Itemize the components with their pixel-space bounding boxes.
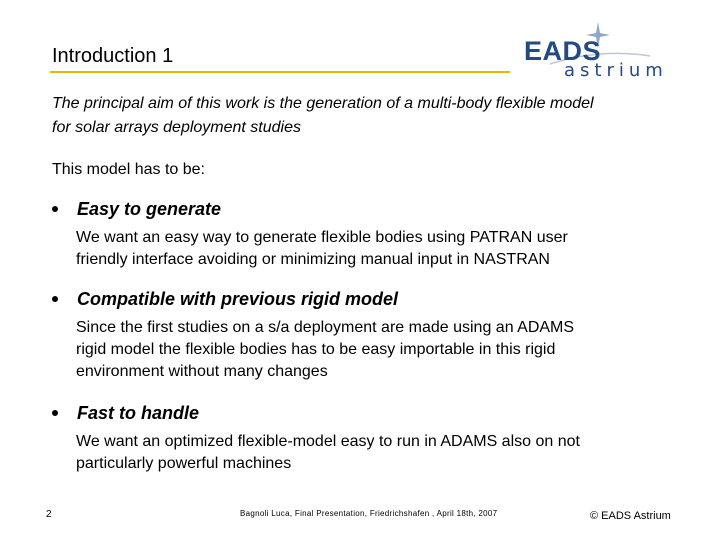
title-underline xyxy=(50,71,510,73)
bullet-heading: Compatible with previous rigid model xyxy=(77,289,399,309)
bullet-heading: Easy to generate xyxy=(77,199,222,219)
slide-title: Introduction 1 xyxy=(52,45,174,67)
description-line: Since the first studies on a s/a deployment are made using an ADAMS xyxy=(76,319,575,336)
page-number: 2 xyxy=(46,509,52,520)
description-line: We want an easy way to generate flexible bodies using PATRAN user xyxy=(76,229,568,246)
description-line: friendly interface avoiding or minimizing manual input in NASTRAN xyxy=(76,251,550,268)
bullet-description xyxy=(76,317,666,383)
description-line: We want an optimized flexible-model easy to run in ADAMS also on not xyxy=(76,433,580,450)
logo-astrium-text: astrium xyxy=(564,60,668,81)
description-line: rigid model the flexible bodies has to be easy importable in this rigid xyxy=(76,341,556,358)
bullet-dot xyxy=(52,206,58,212)
bullet-dot xyxy=(52,296,58,302)
bullet-description xyxy=(76,227,666,271)
bullet-heading: Fast to handle xyxy=(77,403,200,423)
logo-eads-text: EADS xyxy=(524,36,602,66)
intro-line: for solar arrays deployment studies xyxy=(52,119,301,136)
intro-paragraph xyxy=(52,92,672,140)
copyright-notice: © EADS Astrium xyxy=(590,510,671,522)
description-line: particularly powerful machines xyxy=(76,455,292,472)
lead-text: This model has to be: xyxy=(52,161,205,178)
bullet-dot xyxy=(52,410,58,416)
eads-astrium-logo xyxy=(520,18,685,80)
bullet-description xyxy=(76,431,666,475)
description-line: environment without many changes xyxy=(76,363,328,380)
intro-line: The principal aim of this work is the generation of a multi-body flexible model xyxy=(52,95,594,112)
footer-presentation-info: Bagnoli Luca, Final Presentation, Friedrichshafen , April 18th, 2007 xyxy=(240,509,498,518)
